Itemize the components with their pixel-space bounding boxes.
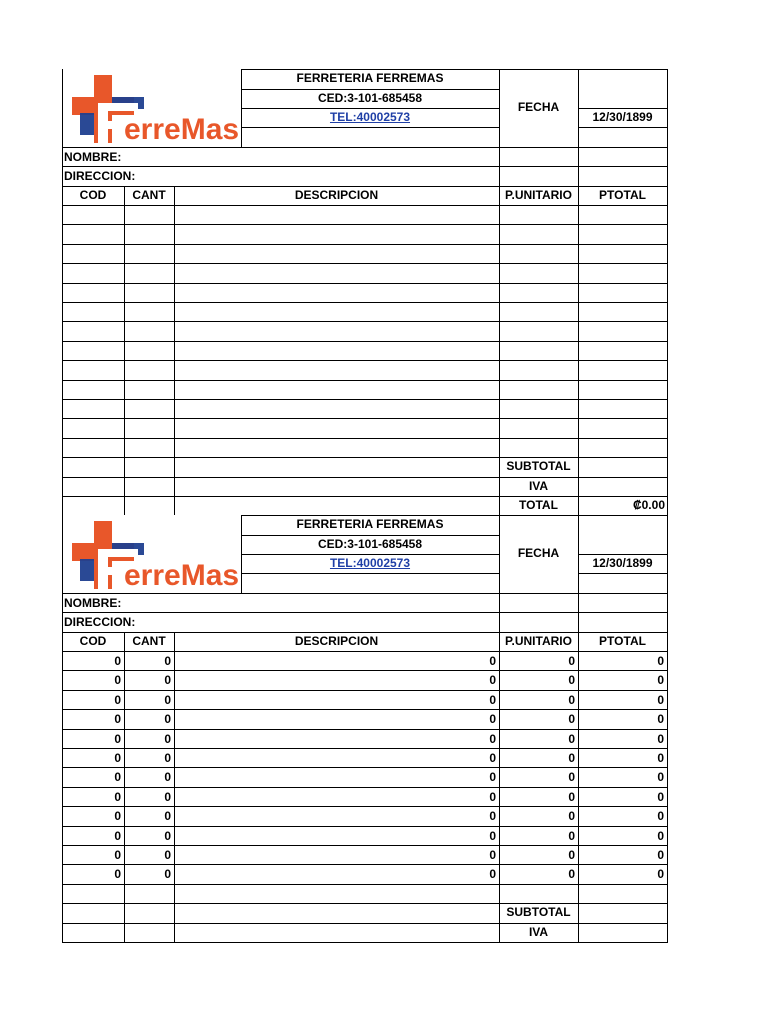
cell-cod: 0 (114, 770, 121, 785)
cell-ptotal: 0 (657, 848, 664, 862)
cell-ptotal: 0 (657, 867, 664, 882)
company-name: FERRETERIA FERREMAS (296, 71, 444, 85)
cell-cod: 0 (114, 654, 121, 668)
cell-cod: 0 (114, 848, 121, 862)
cell-cant: 0 (164, 867, 171, 882)
cell-cant: 0 (164, 809, 171, 824)
cell-ptotal: 0 (657, 731, 664, 746)
cell-descripcion: 0 (489, 867, 496, 882)
cell-punitario: 0 (568, 828, 575, 843)
col-ptotal: PTOTAL (599, 634, 646, 648)
cell-cant: 0 (164, 828, 171, 843)
cell-descripcion: 0 (489, 751, 496, 765)
cell-cod: 0 (114, 751, 121, 765)
cell-cod: 0 (114, 712, 121, 727)
cell-ptotal: 0 (657, 828, 664, 843)
col-cant: CANT (132, 634, 166, 648)
direccion-label: DIRECCION: (64, 169, 136, 183)
cell-ptotal: 0 (657, 751, 664, 765)
cell-descripcion: 0 (489, 789, 496, 804)
cell-descripcion: 0 (489, 809, 496, 824)
direccion-label: DIRECCION: (64, 615, 136, 629)
nombre-label: NOMBRE: (64, 150, 122, 164)
cell-cant: 0 (164, 848, 171, 862)
cell-cod: 0 (114, 731, 121, 746)
cell-descripcion: 0 (489, 770, 496, 785)
cell-cant: 0 (164, 692, 171, 707)
cell-cod: 0 (114, 673, 121, 688)
fecha-value: 12/30/1899 (592, 556, 653, 570)
ferremas-logo (66, 73, 241, 145)
cell-punitario: 0 (568, 751, 575, 765)
cell-punitario: 0 (568, 712, 575, 727)
cell-cod: 0 (114, 867, 121, 882)
cell-descripcion: 0 (489, 673, 496, 688)
fecha-label: FECHA (517, 546, 560, 560)
cell-descripcion: 0 (489, 848, 496, 862)
col-ptotal: PTOTAL (599, 188, 646, 202)
cell-cod: 0 (114, 809, 121, 824)
cell-ptotal: 0 (657, 673, 664, 688)
cell-cant: 0 (164, 654, 171, 668)
col-cant: CANT (132, 188, 166, 202)
company-tel-link[interactable]: TEL:40002573 (329, 110, 411, 124)
cell-descripcion: 0 (489, 692, 496, 707)
ferremas-logo (66, 519, 241, 591)
cell-cant: 0 (164, 731, 171, 746)
cell-ptotal: 0 (657, 789, 664, 804)
total-value: ₡0.00 (632, 498, 665, 512)
cell-descripcion: 0 (489, 654, 496, 668)
col-cod: COD (79, 634, 107, 648)
cell-ptotal: 0 (657, 770, 664, 785)
cell-cod: 0 (114, 828, 121, 843)
cell-descripcion: 0 (489, 828, 496, 843)
col-descripcion: DESCRIPCION (294, 188, 379, 202)
invoice-2 (62, 515, 667, 942)
iva-label: IVA (528, 479, 549, 493)
logo-wordmark: erreMas (124, 559, 240, 591)
cell-cod: 0 (114, 789, 121, 804)
fecha-label: FECHA (517, 100, 560, 114)
subtotal-label: SUBTOTAL (506, 905, 571, 919)
cell-descripcion: 0 (489, 731, 496, 746)
cell-punitario: 0 (568, 692, 575, 707)
subtotal-label: SUBTOTAL (506, 459, 571, 473)
cell-punitario: 0 (568, 673, 575, 688)
col-punitario: P.UNITARIO (505, 188, 572, 202)
col-punitario: P.UNITARIO (505, 634, 572, 648)
cell-punitario: 0 (568, 867, 575, 882)
cell-cant: 0 (164, 751, 171, 765)
cell-descripcion: 0 (489, 712, 496, 727)
cell-punitario: 0 (568, 789, 575, 804)
company-tel-link[interactable]: TEL:40002573 (329, 556, 411, 570)
invoice-1 (62, 69, 667, 515)
cell-ptotal: 0 (657, 712, 664, 727)
cell-ptotal: 0 (657, 654, 664, 668)
logo-wordmark: erreMas (124, 113, 240, 145)
cell-cant: 0 (164, 789, 171, 804)
cell-ptotal: 0 (657, 692, 664, 707)
company-ced: CED:3-101-685458 (317, 91, 423, 105)
company-name: FERRETERIA FERREMAS (296, 517, 444, 531)
col-descripcion: DESCRIPCION (294, 634, 379, 648)
cell-punitario: 0 (568, 848, 575, 862)
fecha-value: 12/30/1899 (592, 110, 653, 124)
cell-cant: 0 (164, 673, 171, 688)
iva-label: IVA (528, 925, 549, 939)
cell-punitario: 0 (568, 731, 575, 746)
cell-punitario: 0 (568, 654, 575, 668)
cell-ptotal: 0 (657, 809, 664, 824)
company-ced: CED:3-101-685458 (317, 537, 423, 551)
cell-cod: 0 (114, 692, 121, 707)
cell-punitario: 0 (568, 770, 575, 785)
cell-cant: 0 (164, 712, 171, 727)
col-cod: COD (79, 188, 107, 202)
total-label: TOTAL (519, 498, 558, 512)
nombre-label: NOMBRE: (64, 596, 122, 610)
cell-cant: 0 (164, 770, 171, 785)
cell-punitario: 0 (568, 809, 575, 824)
